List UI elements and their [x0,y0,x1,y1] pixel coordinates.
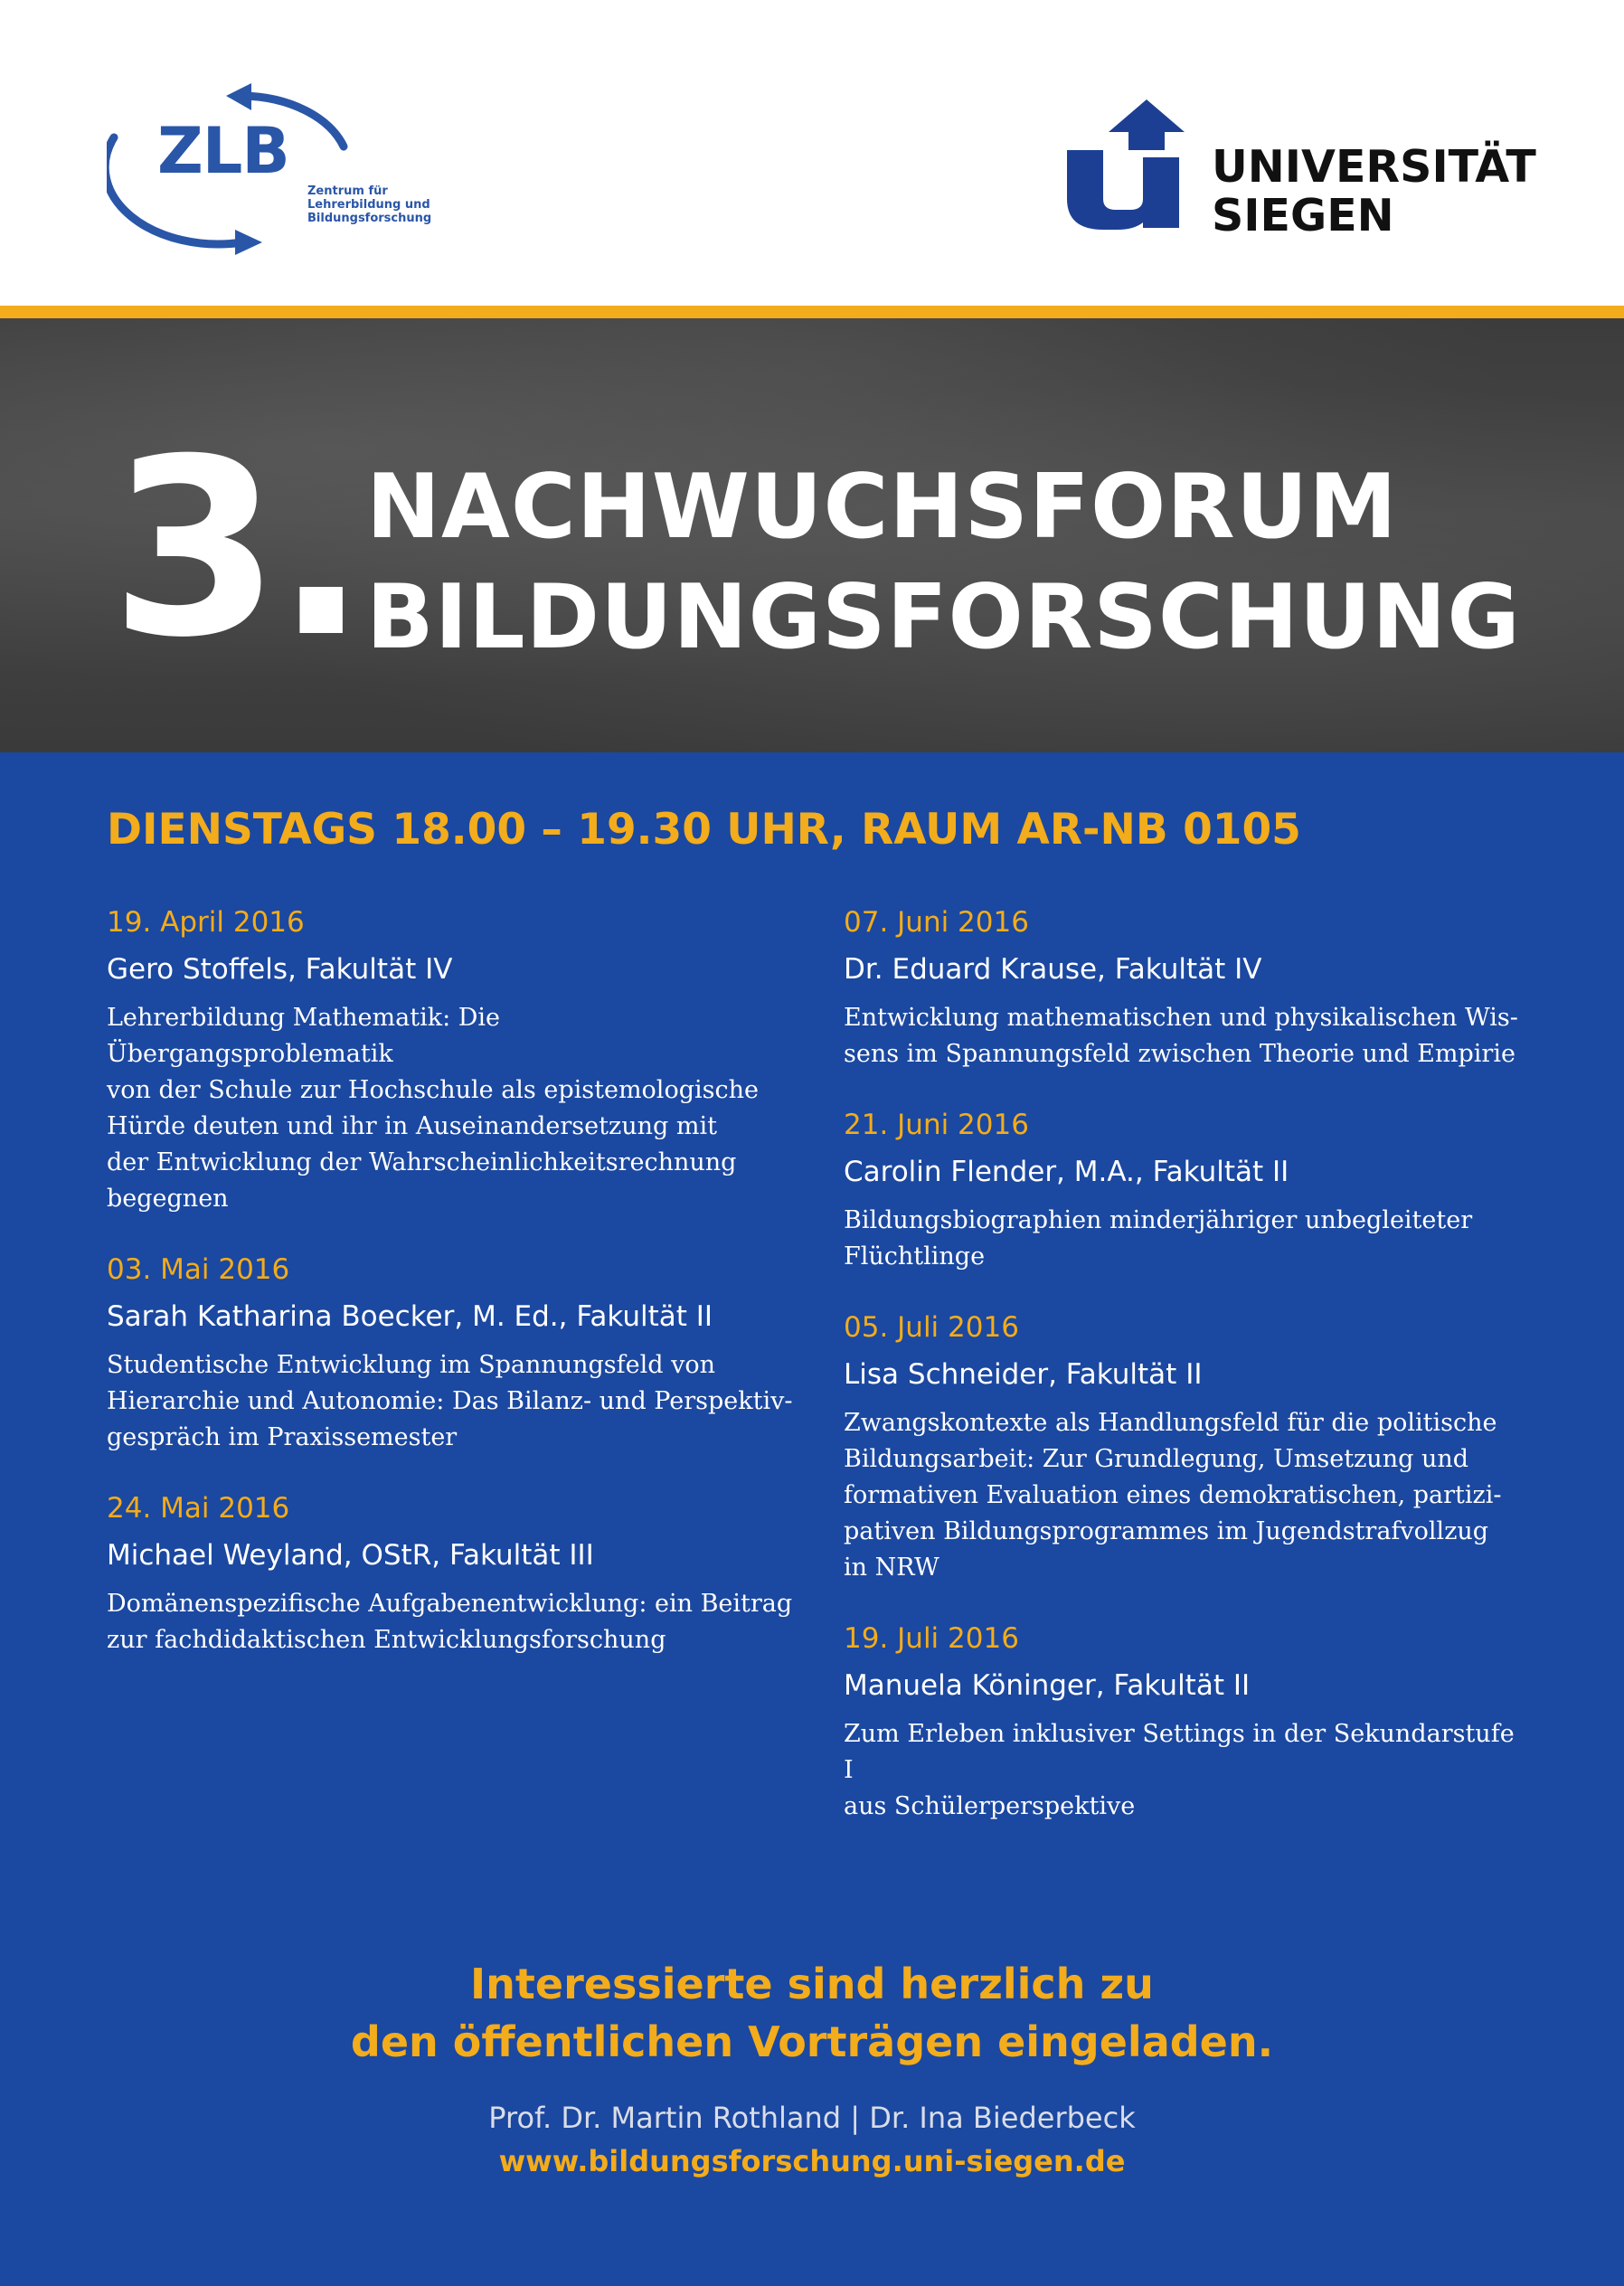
talk-speaker: Sarah Katharina Boecker, M. Ed., Fakultät II [107,1300,713,1333]
zlb-mark: ZLB [157,114,289,188]
talk-date: 19. April 2016 [107,906,305,939]
zlb-subtitle-line: Zentrum für [307,184,388,198]
zlb-subtitle [307,184,443,225]
talk-entry [844,906,1531,1072]
edition-number: 3. [110,406,363,691]
invitation-line2: den öffentlichen Vorträgen eingeladen. [350,2017,1274,2066]
talk-entry [844,1311,1531,1586]
talk-speaker: Gero Stoffels, Fakultät IV [107,953,453,986]
talk-speaker: Dr. Eduard Krause, Fakultät IV [844,953,1262,986]
talk-entry [107,1492,794,1658]
organizers: Prof. Dr. Martin Rothland | Dr. Ina Biederbeck [488,2101,1136,2135]
talk-date: 21. Juni 2016 [844,1109,1029,1141]
talk-entry [107,906,794,1217]
uni-name-line2: SIEGEN [1212,190,1394,241]
uni-name-line1: UNIVERSITÄT [1212,141,1536,193]
talk-entry [844,1109,1531,1275]
talk-date: 03. Mai 2016 [107,1253,290,1286]
zlb-subtitle-line: Bildungsforschung [307,212,432,225]
zlb-subtitle-line: Lehrerbildung und [307,198,430,212]
talk-speaker: Lisa Schneider, Fakultät II [844,1358,1203,1391]
schedule-column-right [844,906,1531,1861]
talk-topic: Zwangskontexte als Handlungsfeld für die politische Bildungsarbeit: Zur Grundlegung, Umsetzung und formativen Evaluation eines demokratischen, partizi- pativen Bildungsprogrammes im Jugendstrafvollzug in NRW [844,1409,1502,1582]
invitation-text [0,1955,1624,2071]
talk-topic: Studentische Entwicklung im Spannungsfeld von Hierarchie und Autonomie: Das Bilanz- und Perspektiv- gespräch im Praxissemester [107,1351,793,1451]
website-link[interactable]: www.bildungsforschung.uni-siegen.de [498,2144,1126,2178]
talk-entry [107,1253,794,1456]
talk-topic: Entwicklung mathematischen und physikalischen Wis- sens im Spannungsfeld zwischen Theorie und Empirie [844,1004,1518,1068]
talk-date: 24. Mai 2016 [107,1492,290,1525]
talk-date: 07. Juni 2016 [844,906,1029,939]
yellow-stripe [0,306,1624,318]
uni-siegen-logo [1067,99,1536,241]
schedule-heading: DIENSTAGS 18.00 – 19.30 UHR, RAUM AR-NB 0105 [107,805,1301,855]
talk-speaker: Michael Weyland, OStR, Fakultät III [107,1539,594,1572]
talk-speaker: Carolin Flender, M.A., Fakultät II [844,1156,1289,1188]
talk-date: 05. Juli 2016 [844,1311,1019,1344]
talk-topic: Domänenspezifische Aufgabenentwicklung: ein Beitrag zur fachdidaktischen Entwicklungsforschung [107,1590,793,1654]
header [0,0,1624,307]
chalkboard-banner [0,318,1624,752]
uni-siegen-mark-icon [1067,99,1203,235]
talk-entry [844,1622,1531,1825]
talk-topic: Bildungsbiographien minderjähriger unbegleiteter Flüchtlinge [844,1206,1473,1271]
talk-speaker: Manuela Köninger, Fakultät II [844,1669,1251,1702]
banner-title-line1: NACHWUCHSFORUM [366,456,1398,559]
banner-title-line2: BILDUNGSFORSCHUNG [366,566,1521,669]
main-content [0,752,1624,2286]
schedule-column-left [107,906,794,1695]
talk-date: 19. Juli 2016 [844,1622,1019,1655]
zlb-logo [107,83,432,255]
talk-topic: Zum Erleben inklusiver Settings in der Sekundarstufe I aus Schülerperspektive [844,1720,1515,1820]
talk-topic: Lehrerbildung Mathematik: Die Übergangsproblematik von der Schule zur Hochschule als epistemologische Hürde deuten und ihr in Auseinandersetzung mit der Entwicklung der Wahrscheinlichkeitsrechnung begegnen [107,1004,759,1213]
invitation-line1: Interessierte sind herzlich zu [470,1960,1154,2008]
